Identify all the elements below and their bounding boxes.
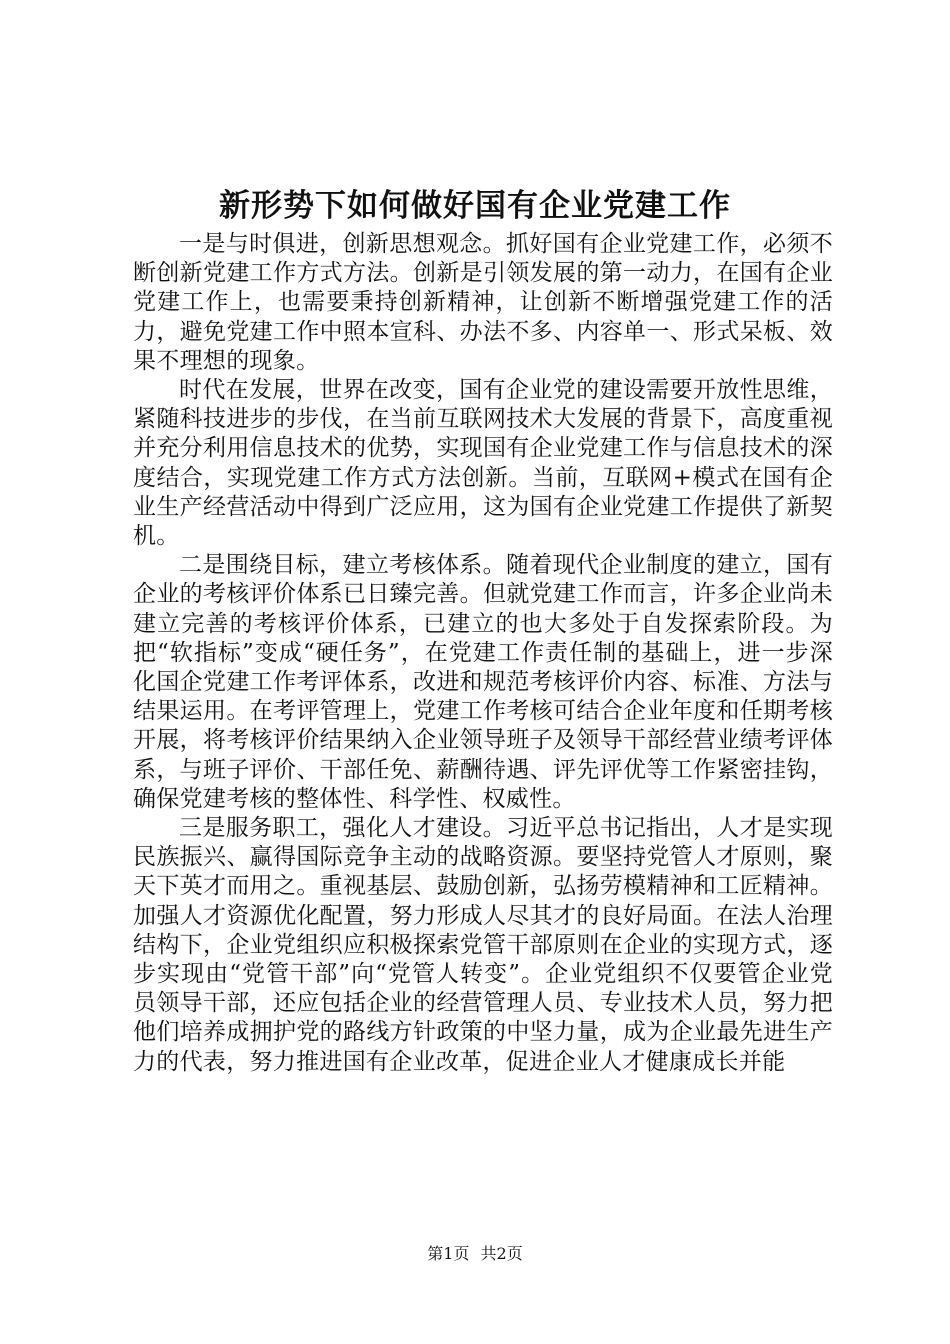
paragraph-assessment: 二是围绕目标，建立考核体系。随着现代企业制度的建立，国有企业的考核评价体系已日臻完善。但就党建工作而言，许多企业尚未建立完善的考核评价体系，已建立的也大多处于自发探索阶段。为把“软指标”变成“硬任务”，在党建工作责任制的基础上，进一步深化国企党建工作考评体系，改进和规范考核评价内容、标准、方法与结果运用。在考评管理上，党建工作考核可结合企业年度和任期考核开展，将考核评价结果纳入企业领导班子及领导干部经营业绩考评体系，与班子评价、干部任免、薪酬待遇、评先评优等工作紧密挂钩，确保党建考核的整体性、科学性、权威性。	[133, 552, 833, 812]
page-total: 共2页	[480, 1244, 523, 1263]
paragraph-times: 时代在发展，世界在改变，国有企业党的建设需要开放性思维，紧随科技进步的步伐，在当前互联网技术大发展的背景下，高度重视并充分利用信息技术的优势，实现国有企业党建工作与信息技术的深度结合，实现党建工作方式方法创新。当前，互联网+模式在国有企业生产经营活动中得到广泛应用，这为国有企业党建工作提供了新契机。	[133, 377, 833, 550]
paragraph-innovation: 一是与时俱进，创新思想观念。抓好国有企业党建工作，必须不断创新党建工作方式方法。创新是引领发展的第一动力，在国有企业党建工作上，也需要秉持创新精神，让创新不断增强党建工作的活力，避免党建工作中照本宣科、办法不多、内容单一、形式呆板、效果不理想的现象。	[133, 231, 833, 374]
document-title: 新形势下如何做好国有企业党建工作	[219, 188, 731, 224]
paragraph-talent: 三是服务职工，强化人才建设。习近平总书记指出，人才是实现民族振兴、赢得国际竞争主动的战略资源。要坚持党管人才原则，聚天下英才而用之。重视基层、鼓励创新，弘扬劳模精神和工匠精神。加强人才资源优化配置，努力形成人尽其才的良好局面。在法人治理结构下，企业党组织应积极探索党管干部原则在企业的实现方式，逐步实现由“党管干部”向“党管人转变”。企业党组织不仅要管企业党员领导干部，还应包括企业的经营管理人员、专业技术人员，努力把他们培养成拥护党的路线方针政策的中坚力量，成为企业最先进生产力的代表，努力推进国有企业改革，促进企业人才健康成长并能	[133, 815, 833, 1075]
document-body	[133, 230, 833, 1077]
page-footer	[0, 1243, 950, 1265]
page-number: 第1页	[427, 1244, 470, 1263]
